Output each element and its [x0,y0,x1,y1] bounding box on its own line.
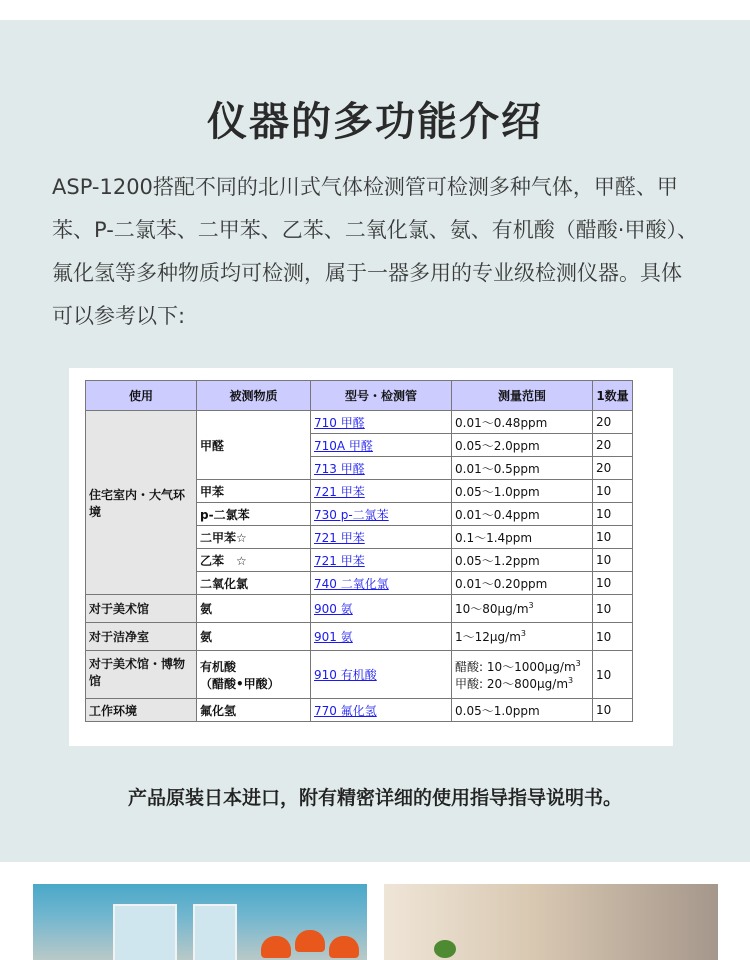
orange-cap-shape [261,936,291,958]
qty-cell: 10 [593,503,633,526]
range-text: 1～12μg/m [455,630,521,644]
range-cell: 0.05～1.0ppm [452,699,593,722]
usage-cell: 住宅室内・大气环境 [86,411,197,595]
substance-line: （醋酸•甲酸） [200,676,280,691]
table-row [86,623,633,651]
qty-cell: 10 [593,699,633,722]
model-link[interactable]: 721 甲苯 [311,526,452,549]
usage-cell: 对于洁净室 [86,623,197,651]
range-cell: 0.01～0.48ppm [452,411,593,434]
header-usage: 使用 [86,381,197,411]
range-cell: 0.05～1.2ppm [452,549,593,572]
qty-cell: 10 [593,526,633,549]
substance-cell: 二甲苯☆ [197,526,311,549]
office-photo [33,884,367,960]
qty-cell: 10 [593,595,633,623]
qty-cell: 10 [593,480,633,503]
model-link[interactable]: 910 有机酸 [311,651,452,699]
unit-superscript: 3 [575,658,581,668]
substance-line: 有机酸 [200,659,237,674]
substance-cell: 乙苯 ☆ [197,549,311,572]
qty-cell: 10 [593,572,633,595]
range-cell: 0.01～0.20ppm [452,572,593,595]
model-link[interactable]: 770 氟化氢 [311,699,452,722]
qty-cell: 20 [593,434,633,457]
header-substance: 被测物质 [197,381,311,411]
usage-cell: 工作环境 [86,699,197,722]
range-cell: 0.01～0.5ppm [452,457,593,480]
substance-cell: 氨 [197,623,311,651]
import-note: 产品原装日本进口，附有精密详细的使用指导指导说明书。 [127,787,622,809]
table-row [86,595,633,623]
range-cell [452,595,593,623]
model-link[interactable]: 721 甲苯 [311,549,452,572]
range-text: 甲酸: 20～800μg/m [455,676,569,691]
model-link[interactable]: 710 甲醛 [311,411,452,434]
table-header-row [86,381,633,411]
window-shape [193,904,237,960]
page-title: 仪器的多功能介绍 [207,99,543,145]
usage-cell: 对于美术馆・博物馆 [86,651,197,699]
header-model: 型号・检测管 [311,381,452,411]
header-range: 测量范围 [452,381,593,411]
model-link[interactable]: 901 氨 [311,623,452,651]
window-shape [113,904,177,960]
plant-shape [434,940,456,958]
table-row [86,651,633,699]
substance-cell [197,651,311,699]
range-cell [452,623,593,651]
range-text: 10～80μg/m [455,602,529,616]
range-cell: 0.1～1.4ppm [452,526,593,549]
model-link[interactable]: 900 氨 [311,595,452,623]
range-cell: 0.01～0.4ppm [452,503,593,526]
qty-cell: 10 [593,549,633,572]
substance-cell: 氟化氢 [197,699,311,722]
model-link[interactable]: 721 甲苯 [311,480,452,503]
range-cell: 0.05～1.0ppm [452,480,593,503]
unit-superscript: 3 [568,675,574,685]
qty-cell: 10 [593,651,633,699]
substance-cell: p-二氯苯 [197,503,311,526]
table-row [86,699,633,722]
model-link[interactable]: 730 p-二氯苯 [311,503,452,526]
usage-cell: 对于美术馆 [86,595,197,623]
range-text: 醋酸: 10～1000μg/m [455,659,576,674]
header-qty: 1数量 [593,381,633,411]
room-photo [384,884,718,960]
substance-cell: 甲苯 [197,480,311,503]
unit-superscript: 3 [528,601,534,610]
range-cell: 0.05～2.0ppm [452,434,593,457]
intro-paragraph: ASP-1200搭配不同的北川式气体检测管可检测多种气体，甲醛、甲苯、P-二氯苯、二甲苯、乙苯、二氧化氯、氨、有机酸（醋酸·甲酸）、氟化氢等多种物质均可检测，属于一器多用的专业级检测仪器。具体可以参考以下: [52,175,698,328]
orange-cap-shape [295,930,325,952]
spec-table-card [69,368,673,746]
spec-table [85,380,633,722]
qty-cell: 20 [593,411,633,434]
substance-cell: 氨 [197,595,311,623]
unit-superscript: 3 [520,629,526,638]
substance-cell: 二氧化氯 [197,572,311,595]
model-link[interactable]: 740 二氧化氯 [311,572,452,595]
model-link[interactable]: 710A 甲醛 [311,434,452,457]
model-link[interactable]: 713 甲醛 [311,457,452,480]
substance-cell: 甲醛 [197,411,311,480]
qty-cell: 10 [593,623,633,651]
intro-panel [0,20,750,862]
range-cell [452,651,593,699]
orange-cap-shape [329,936,359,958]
table-row [86,411,633,434]
qty-cell: 20 [593,457,633,480]
